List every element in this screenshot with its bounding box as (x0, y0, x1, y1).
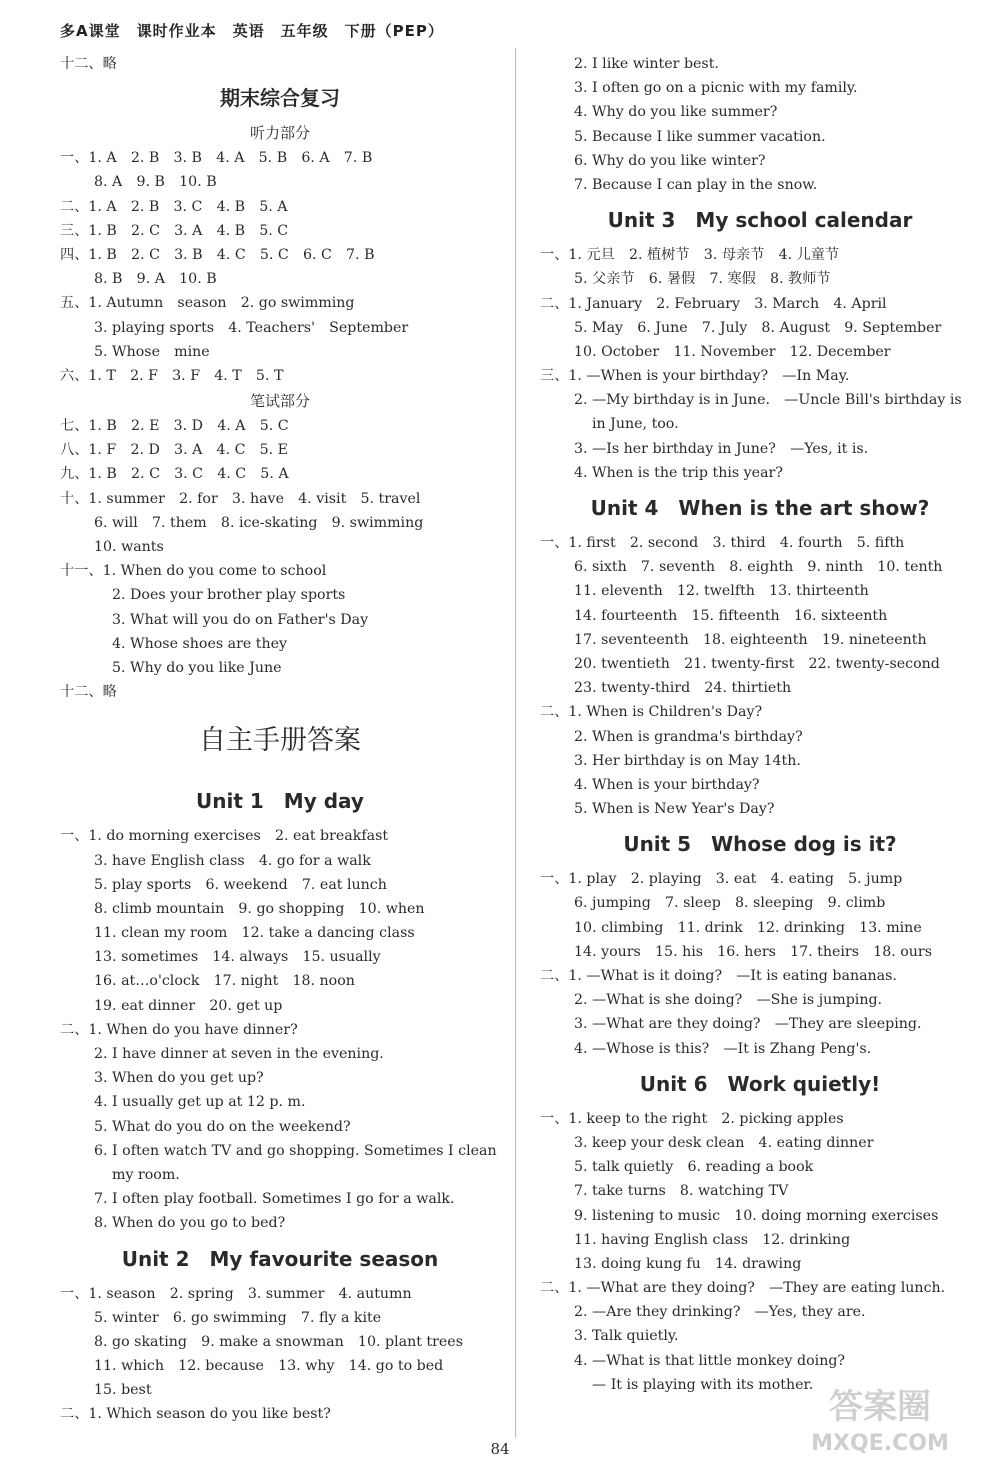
unit-title: Unit 6 Work quietly! (639, 1071, 881, 1096)
answer-line: 八、1. F 2. D 3. A 4. C 5. E (60, 442, 289, 459)
watermark-site: MXQE.COM (811, 1431, 949, 1456)
answer-line: — It is playing with its mother. (592, 1376, 814, 1393)
answer-line: 十二、略 (60, 56, 117, 72)
answer-line: 二、1. A 2. B 3. C 4. B 5. A (60, 198, 288, 215)
answer-line: 三、1. B 2. C 3. A 4. B 5. C (60, 222, 289, 239)
section-title: 期末综合复习 (220, 86, 340, 111)
answer-line: 23. twenty-third 24. thirtieth (574, 680, 792, 697)
answer-line: 6. I often watch TV and go shopping. Sometimes I clean (94, 1142, 497, 1159)
answer-line: 四、1. B 2. C 3. B 4. C 5. C 6. C 7. B (60, 246, 375, 263)
answer-line: 三、1. —When is your birthday? —In May. (540, 368, 850, 385)
unit-title: Unit 5 Whose dog is it? (623, 832, 897, 857)
answer-line: 7. Because I can play in the snow. (574, 176, 818, 193)
answer-line: 5. What do you do on the weekend? (94, 1118, 351, 1135)
answer-line: 4. When is the trip this year? (574, 464, 783, 481)
column-divider (515, 48, 516, 1438)
answer-line: 14. fourteenth 15. fifteenth 16. sixteenth (574, 607, 888, 624)
answer-line: 5. winter 6. go swimming 7. fly a kite (94, 1309, 382, 1326)
answer-line: 6. Why do you like winter? (574, 152, 766, 169)
answer-line: 2. When is grandma's birthday? (574, 728, 803, 745)
answer-line: 5. Whose mine (94, 343, 210, 360)
answer-line: 20. twentieth 21. twenty-first 22. twenty-second (574, 655, 940, 672)
answer-line: my room. (112, 1166, 180, 1183)
answer-line: 2. —My birthday is in June. —Uncle Bill's birthday is (574, 392, 962, 409)
answer-line: 5. 父亲节 6. 暑假 7. 寒假 8. 教师节 (574, 271, 831, 288)
answer-line: 10. October 11. November 12. December (574, 343, 891, 360)
answer-line: 3. keep your desk clean 4. eating dinner (574, 1134, 874, 1151)
answer-line: 5. Because I like summer vacation. (574, 128, 826, 145)
answer-line: 一、1. first 2. second 3. third 4. fourth 5. fifth (540, 535, 905, 551)
answer-line: 一、1. A 2. B 3. B 4. A 5. B 6. A 7. B (60, 150, 373, 167)
answer-line: 4. Whose shoes are they (112, 635, 288, 652)
answer-line: 2. I like winter best. (574, 56, 719, 72)
answer-line: 11. having English class 12. drinking (574, 1231, 851, 1248)
answer-line: 8. When do you go to bed? (94, 1215, 286, 1232)
answer-line: 8. climb mountain 9. go shopping 10. when (94, 900, 425, 917)
answer-line: 19. eat dinner 20. get up (94, 997, 283, 1014)
answer-line: 4. —What is that little monkey doing? (574, 1352, 846, 1369)
answer-line: 7. take turns 8. watching TV (574, 1183, 789, 1200)
answer-line: 11. which 12. because 13. why 14. go to bed (94, 1358, 444, 1375)
answer-line: 5. Why do you like June (112, 659, 282, 676)
answer-line: 二、1. January 2. February 3. March 4. April (540, 295, 887, 312)
answer-line: 4. Why do you like summer? (574, 104, 778, 121)
answer-line: 3. What will you do on Father's Day (112, 611, 369, 628)
answer-line: 4. —Whose is this? —It is Zhang Peng's. (574, 1040, 872, 1057)
answer-line: 一、1. keep to the right 2. picking apples (540, 1110, 844, 1127)
answer-line: 3. Her birthday is on May 14th. (574, 752, 801, 769)
answer-line: 6. jumping 7. sleep 8. sleeping 9. climb (574, 895, 886, 912)
answer-line: 10. climbing 11. drink 12. drinking 13. mine (574, 919, 922, 936)
answer-line: 5. When is New Year's Day? (574, 801, 775, 818)
answer-line: 二、1. When is Children's Day? (540, 704, 763, 721)
answer-line: 二、1. When do you have dinner? (60, 1021, 298, 1038)
answer-line: 6. will 7. them 8. ice-skating 9. swimming (94, 514, 424, 531)
answer-line: 2. Does your brother play sports (112, 587, 346, 604)
answer-line: 2. —Are they drinking? —Yes, they are. (574, 1304, 866, 1321)
answer-line: 16. at…o'clock 17. night 18. noon (94, 973, 355, 990)
answer-line: 五、1. Autumn season 2. go swimming (60, 295, 355, 312)
answer-line: 一、1. 元旦 2. 植树节 3. 母亲节 4. 儿童节 (540, 247, 840, 264)
answer-line: 6. sixth 7. seventh 8. eighth 9. ninth 10. tenth (574, 559, 943, 576)
answer-line: 2. I have dinner at seven in the evening. (94, 1046, 384, 1062)
answer-line: 14. yours 15. his 16. hers 17. theirs 18. ours (574, 943, 932, 960)
answer-line: 13. sometimes 14. always 15. usually (94, 949, 381, 966)
answer-line: 3. —What are they doing? —They are sleeping. (574, 1016, 922, 1033)
answer-line: 十、1. summer 2. for 3. have 4. visit 5. travel (60, 490, 421, 507)
answer-line: 11. eleventh 12. twelfth 13. thirteenth (574, 583, 869, 600)
answer-line: 七、1. B 2. E 3. D 4. A 5. C (60, 418, 289, 435)
section-subtitle: 笔试部分 (249, 392, 310, 411)
answer-line: 2. —What is she doing? —She is jumping. (574, 992, 883, 1009)
answer-line: 10. wants (94, 539, 164, 555)
answer-line: 二、1. Which season do you like best? (60, 1406, 331, 1423)
answer-line: 二、1. —What is it doing? —It is eating bananas. (540, 968, 897, 984)
answer-line: 十二、略 (60, 684, 117, 701)
answer-line: 3. have English class 4. go for a walk (94, 852, 371, 869)
answer-line: 8. go skating 9. make a snowman 10. plant trees (94, 1333, 463, 1350)
answer-line: 17. seventeenth 18. eighteenth 19. nineteenth (574, 631, 927, 648)
unit-title: Unit 1 My day (196, 789, 364, 814)
answer-line: 9. listening to music 10. doing morning exercises (574, 1207, 939, 1224)
answer-line: 3. —Is her birthday in June? —Yes, it is. (574, 440, 869, 457)
answer-line: 3. Talk quietly. (574, 1328, 679, 1345)
left-column (60, 52, 500, 1427)
answer-line: 3. I often go on a picnic with my family. (574, 80, 858, 97)
answer-line: 8. A 9. B 10. B (94, 174, 217, 191)
answer-line: 二、1. —What are they doing? —They are eating lunch. (540, 1280, 946, 1297)
unit-title: Unit 2 My favourite season (121, 1246, 439, 1271)
answer-line: 11. clean my room 12. take a dancing class (94, 925, 415, 942)
answer-line: 一、1. do morning exercises 2. eat breakfast (60, 828, 389, 845)
answer-line: 5. talk quietly 6. reading a book (574, 1159, 814, 1176)
answer-line: in June, too. (592, 416, 679, 433)
answer-line: 8. B 9. A 10. B (94, 271, 217, 288)
answer-line: 3. playing sports 4. Teachers' September (94, 319, 409, 336)
section-subtitle: 听力部分 (249, 124, 310, 143)
answer-line: 5. play sports 6. weekend 7. eat lunch (94, 876, 387, 893)
watermark-logo (790, 1378, 970, 1458)
answer-line: 4. I usually get up at 12 p. m. (94, 1094, 306, 1111)
page-number: 84 (490, 1440, 510, 1458)
answer-line: 3. When do you get up? (94, 1070, 264, 1087)
page-header: 多A课堂 课时作业本 英语 五年级 下册（PEP） (60, 22, 444, 40)
answer-line: 十一、1. When do you come to school (60, 563, 327, 580)
answer-line: 7. I often play football. Sometimes I go for a walk. (94, 1191, 455, 1208)
answer-line: 一、1. play 2. playing 3. eat 4. eating 5. jump (540, 871, 903, 888)
answer-line: 六、1. T 2. F 3. F 4. T 5. T (60, 367, 284, 384)
answer-line: 15. best (94, 1382, 152, 1399)
unit-title: Unit 3 My school calendar (607, 208, 913, 233)
answer-line: 4. When is your birthday? (574, 776, 760, 793)
answer-line: 13. doing kung fu 14. drawing (574, 1255, 802, 1272)
answer-line: 一、1. season 2. spring 3. summer 4. autumn (60, 1285, 412, 1302)
part-title: 自主手册答案 (199, 725, 361, 757)
watermark-text: 答案圈 (829, 1387, 931, 1427)
right-column (540, 52, 980, 1397)
answer-line: 九、1. B 2. C 3. C 4. C 5. A (60, 466, 289, 483)
answer-line: 5. May 6. June 7. July 8. August 9. September (574, 319, 942, 336)
unit-title: Unit 4 When is the art show? (590, 496, 930, 520)
